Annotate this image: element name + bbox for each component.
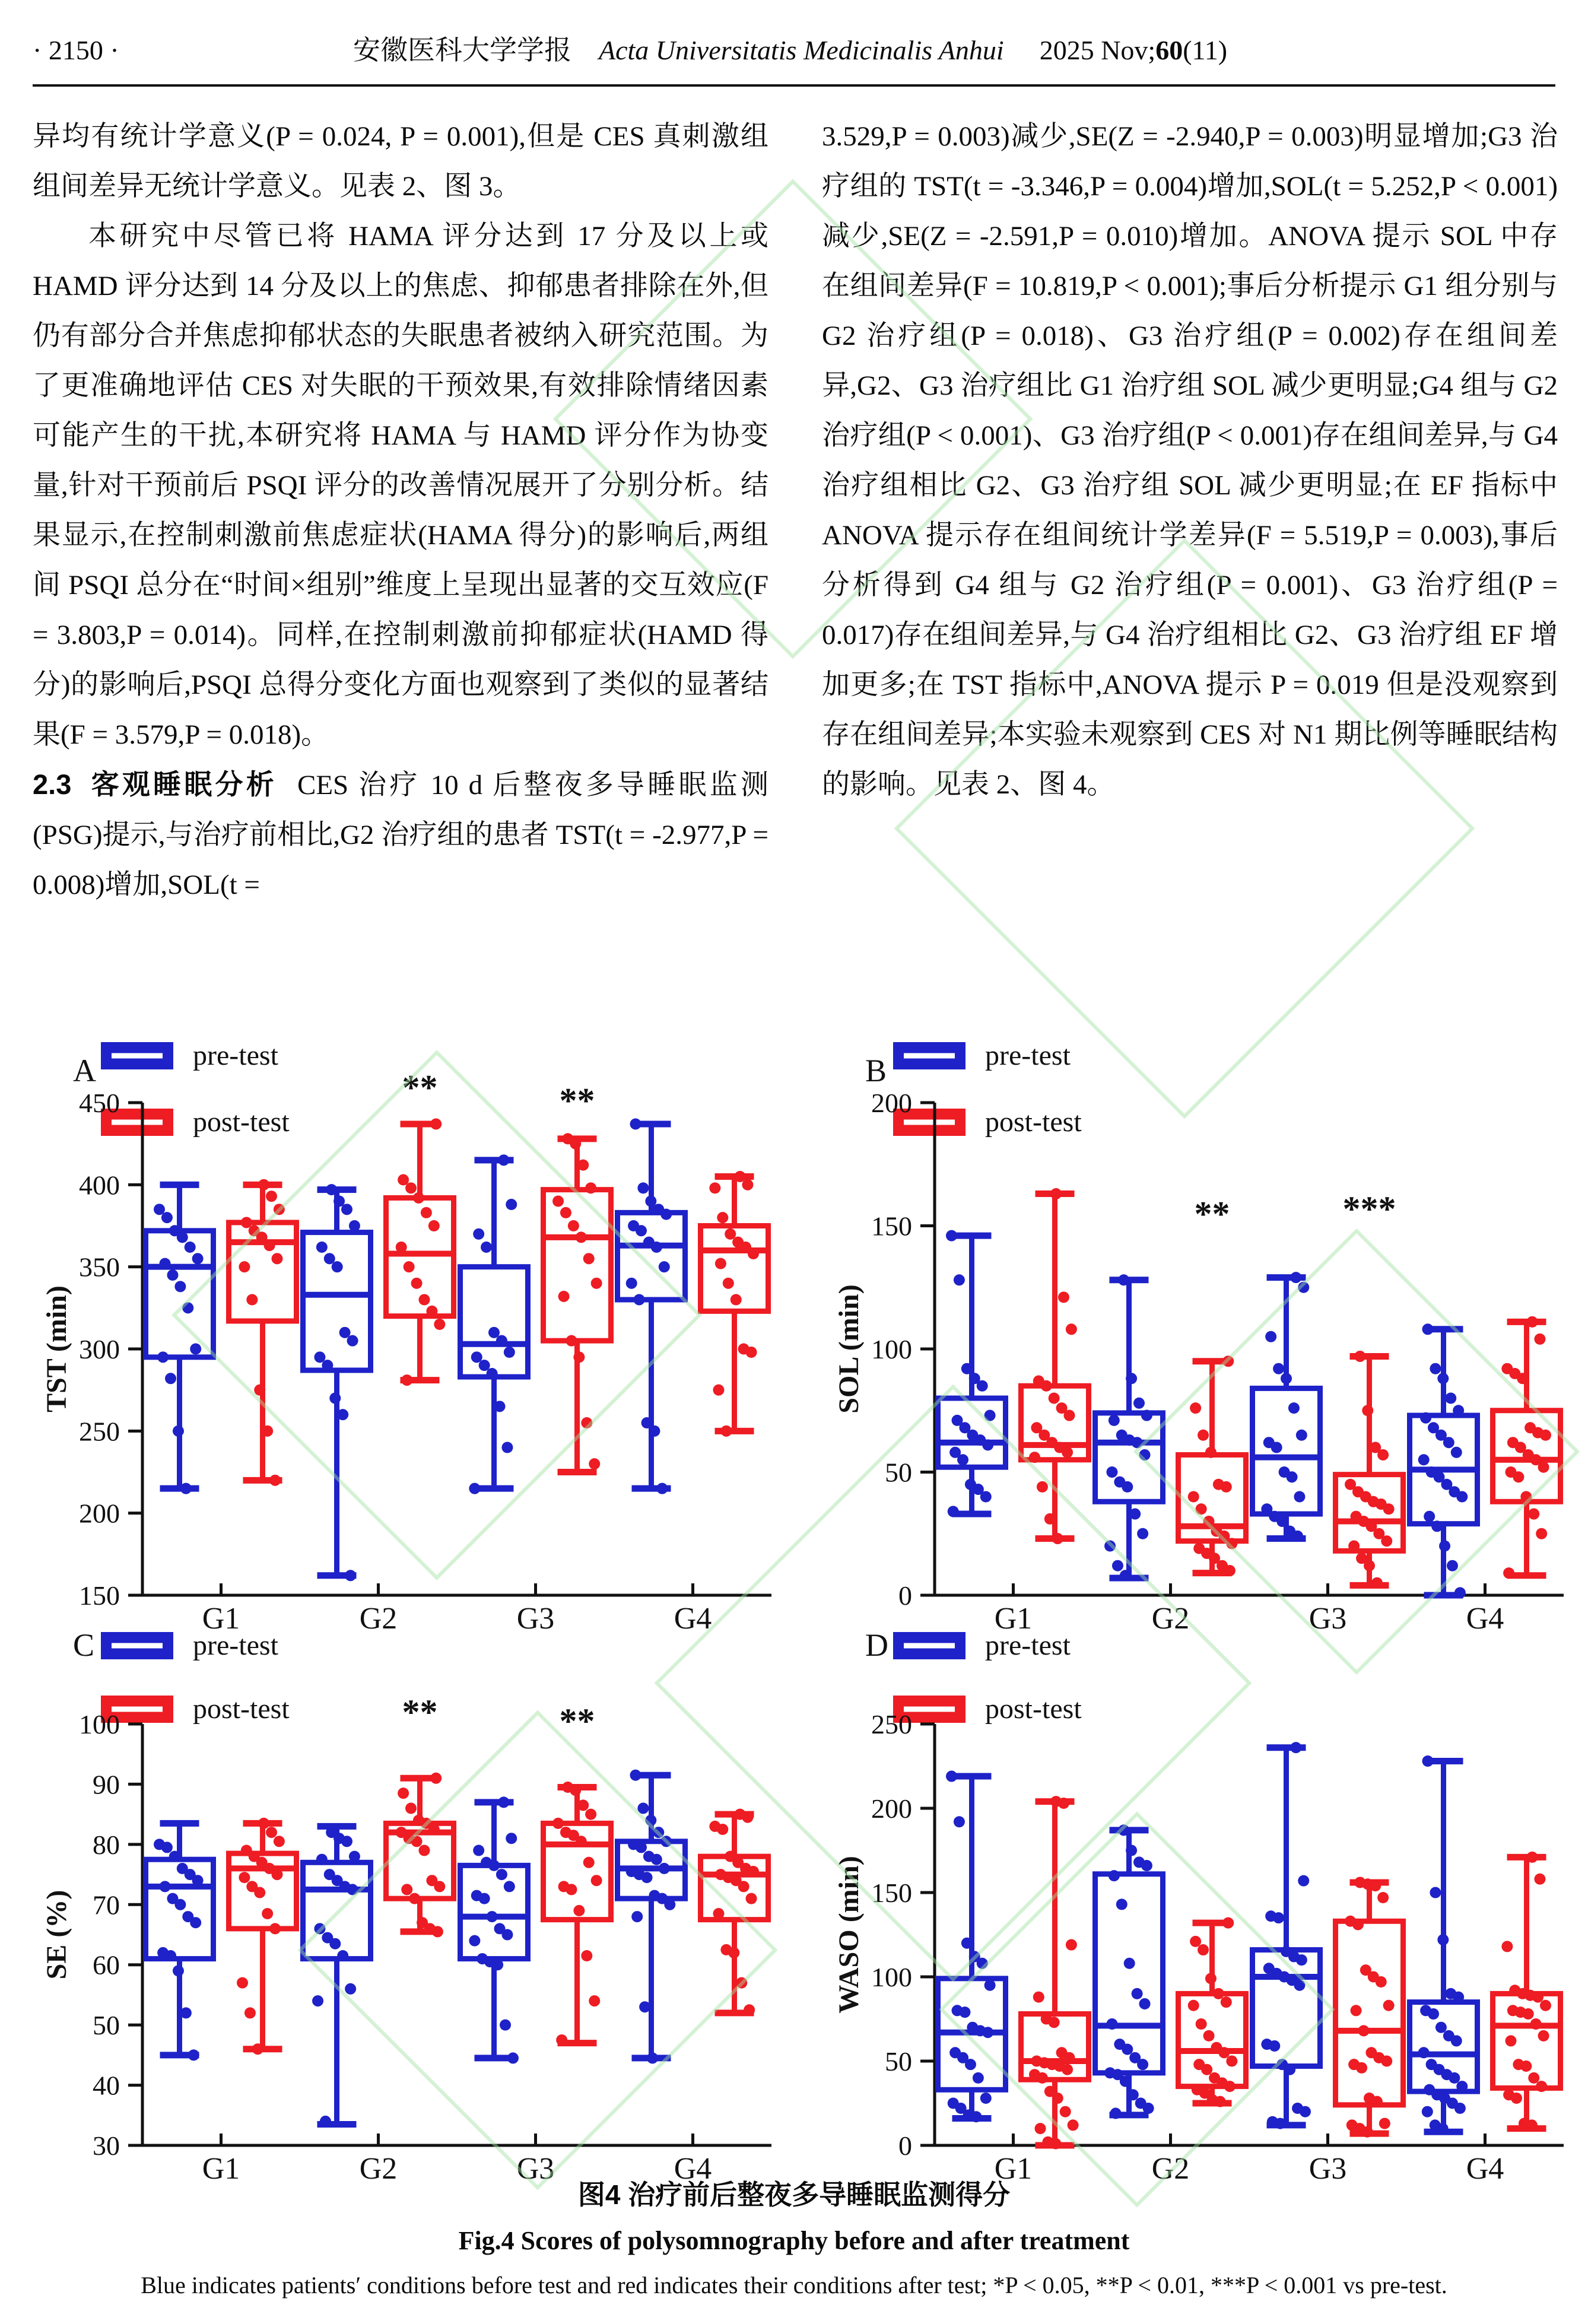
svg-text:pre-test: pre-test <box>985 1040 1071 1071</box>
svg-text:**: ** <box>402 1693 438 1732</box>
svg-text:B: B <box>865 1053 887 1088</box>
svg-text:100: 100 <box>79 1709 120 1739</box>
svg-text:150: 150 <box>871 1211 912 1242</box>
svg-text:G3: G3 <box>516 2152 555 2186</box>
page-header <box>33 28 1555 68</box>
svg-text:150: 150 <box>871 1878 912 1908</box>
svg-text:50: 50 <box>885 2046 912 2077</box>
svg-text:G3: G3 <box>1308 1602 1347 1636</box>
issue-number: (11) <box>1183 35 1228 65</box>
svg-text:80: 80 <box>93 1829 120 1860</box>
svg-text:70: 70 <box>93 1890 120 1920</box>
svg-text:pre-test: pre-test <box>193 1040 278 1071</box>
figure-caption <box>0 2173 1588 2299</box>
journal-issue <box>1040 34 1227 66</box>
svg-text:200: 200 <box>871 1793 912 1824</box>
svg-text:TST (min): TST (min) <box>41 1285 72 1412</box>
svg-text:60: 60 <box>93 1950 120 1980</box>
svg-text:G1: G1 <box>202 1602 240 1636</box>
svg-text:G1: G1 <box>994 2152 1033 2186</box>
svg-text:SE (%): SE (%) <box>41 1890 72 1980</box>
paragraph: 本研究中尽管已将 HAMA 评分达到 17 分及以上或 HAMD 评分达到 14 分及以上的焦虑、抑郁患者排除在外,但仍有部分合并焦虑抑郁状态的失眠患者被纳入研究范围。为了更准确地评估 CES 对失眠的干预效果,有效排除情绪因素可能产生的干扰,本研究将 HAMA 与 HAMD 评分作为协变量,针对干预前后 PSQI 评分的改善情况展开了分别分析。结果显示,在控制刺激前焦虑症状(HAMA 得分)的影响后,两组间 PSQI 总分在“时间×组别”维度上呈现出显著的交互效应(F = 3.803,P = 0.014)。同样,在控制刺激前抑郁症状(HAMD 得分)的影响后,PSQI 总得分变化方面也观察到了类似的显著结果(F = 3.579,P = 0.018)。 <box>33 221 768 750</box>
svg-text:A: A <box>73 1053 96 1088</box>
svg-text:G4: G4 <box>1466 2152 1504 2186</box>
svg-text:50: 50 <box>93 2010 120 2041</box>
journal-title-en: Acta Universitatis Medicinalis Anhui <box>599 35 1004 65</box>
svg-text:G2: G2 <box>359 2152 398 2186</box>
issue-volume: 60 <box>1155 35 1183 65</box>
svg-text:G4: G4 <box>674 1602 712 1636</box>
svg-text:pre-test: pre-test <box>193 1630 278 1661</box>
svg-text:400: 400 <box>79 1170 120 1201</box>
svg-text:**: ** <box>1194 1194 1230 1234</box>
paragraph: 3.529,P = 0.003)减少,SE(Z = -2.940,P = 0.003)明显增加;G3 治疗组的 TST(t = -3.346,P = 0.004)增加,SOL(t = 5.252,P < 0.001)减少,SE(Z = -2.591,P = 0.010)增加。ANOVA 提示 SOL 中存在组间差异(F = 10.819,P < 0.001);事后分析提示 G1 组分别与 G2 治疗组(P = 0.018)、G3 治疗组(P = 0.002)存在组间差异,G2、G3 治疗组比 G1 治疗组 SOL 减少更明显;G4 组与 G2 治疗组(P < 0.001)、G3 治疗组(P < 0.001)存在组间差异,与 G4 治疗组相比 G2、G3 治疗组 SOL 减少更明显;在 EF 指标中 ANOVA 提示存在组间统计学差异(F = 5.519,P = 0.003),事后分析得到 G4 组与 G2 治疗组(P = 0.001)、G3 治疗组(P = 0.017)存在组间差异,与 G4 治疗组相比 G2、G3 治疗组 EF 增加更多;在 TST 指标中,ANOVA 提示 P = 0.019 但是没观察到存在组间差异;本实验未观察到 CES 对 N1 期比例等睡眠结构的影响。见表 2、图 4。 <box>822 121 1558 800</box>
svg-text:0: 0 <box>898 2131 912 2161</box>
svg-text:**: ** <box>559 1081 595 1120</box>
svg-text:250: 250 <box>79 1416 120 1447</box>
svg-text:***: *** <box>1342 1189 1396 1229</box>
chart-panel-D <box>825 1605 1588 2211</box>
svg-text:50: 50 <box>885 1457 912 1488</box>
svg-text:30: 30 <box>93 2131 120 2161</box>
section-title: 客观睡眠分析 <box>88 769 277 800</box>
svg-text:G4: G4 <box>1466 1602 1504 1636</box>
svg-text:350: 350 <box>79 1252 120 1282</box>
svg-text:0: 0 <box>898 1580 912 1611</box>
boxplot-waso <box>825 1605 1588 2211</box>
issue-date: 2025 Nov; <box>1039 35 1156 65</box>
svg-text:G2: G2 <box>1151 2152 1190 2186</box>
svg-text:150: 150 <box>79 1580 120 1611</box>
section-text: CES 治疗 10 d 后整夜多导睡眠监测(PSG)提示,与治疗前相比,G2 治疗组的患者 TST(t = -2.977,P = 0.008)增加,SOL(t = <box>33 770 768 900</box>
chart-panel-B <box>825 1027 1588 1656</box>
svg-text:SOL (min): SOL (min) <box>833 1284 865 1414</box>
svg-text:post-test: post-test <box>193 1106 290 1138</box>
svg-text:G1: G1 <box>202 2152 240 2186</box>
svg-text:WASO (min): WASO (min) <box>833 1856 865 2014</box>
figure-caption-cn: 图4 治疗前后整夜多导睡眠监测得分 <box>577 2179 1011 2210</box>
svg-text:40: 40 <box>93 2070 120 2101</box>
svg-text:pre-test: pre-test <box>985 1630 1071 1661</box>
svg-text:**: ** <box>402 1068 438 1107</box>
chart-panel-A <box>33 1027 798 1656</box>
header-rule <box>33 84 1555 87</box>
page-number: · 2150 · <box>33 35 119 65</box>
svg-text:G1: G1 <box>994 1602 1033 1636</box>
svg-text:post-test: post-test <box>193 1693 290 1725</box>
boxplot-sol <box>825 1027 1588 1656</box>
svg-text:200: 200 <box>871 1088 912 1118</box>
svg-text:C: C <box>73 1627 95 1663</box>
section-paragraph <box>33 760 768 910</box>
left-column <box>33 112 768 910</box>
svg-text:200: 200 <box>79 1498 120 1529</box>
svg-text:G3: G3 <box>1308 2152 1347 2186</box>
svg-text:300: 300 <box>79 1334 120 1364</box>
svg-text:100: 100 <box>871 1334 912 1364</box>
boxplot-tst <box>33 1027 798 1656</box>
figure-caption-note: Blue indicates patients′ conditions before test and red indicates their conditions after test; *P < 0.05, **P < 0.01, ***P < 0.001 vs pre-test. <box>141 2272 1447 2298</box>
figure-caption-en: Fig.4 Scores of polysomnography before and after treatment <box>458 2226 1130 2255</box>
svg-text:G2: G2 <box>1151 1602 1190 1636</box>
journal-title-cn: 安徽医科大学学报 <box>353 35 571 65</box>
svg-text:90: 90 <box>93 1769 120 1800</box>
svg-text:450: 450 <box>79 1088 120 1118</box>
svg-text:D: D <box>865 1627 888 1663</box>
svg-text:**: ** <box>559 1701 595 1741</box>
boxplot-se <box>33 1605 798 2211</box>
svg-text:post-test: post-test <box>985 1693 1082 1725</box>
svg-text:100: 100 <box>871 1962 912 1992</box>
section-number: 2.3 <box>33 769 72 800</box>
right-column <box>822 112 1558 809</box>
svg-text:G4: G4 <box>674 2152 712 2186</box>
svg-text:post-test: post-test <box>985 1106 1082 1138</box>
svg-text:G2: G2 <box>359 1602 398 1636</box>
chart-panel-C <box>33 1605 798 2211</box>
paragraph: 异均有统计学意义(P = 0.024, P = 0.001),但是 CES 真刺激组组间差异无统计学意义。见表 2、图 3。 <box>33 121 768 202</box>
svg-text:G3: G3 <box>516 1602 555 1636</box>
svg-text:250: 250 <box>871 1709 912 1739</box>
